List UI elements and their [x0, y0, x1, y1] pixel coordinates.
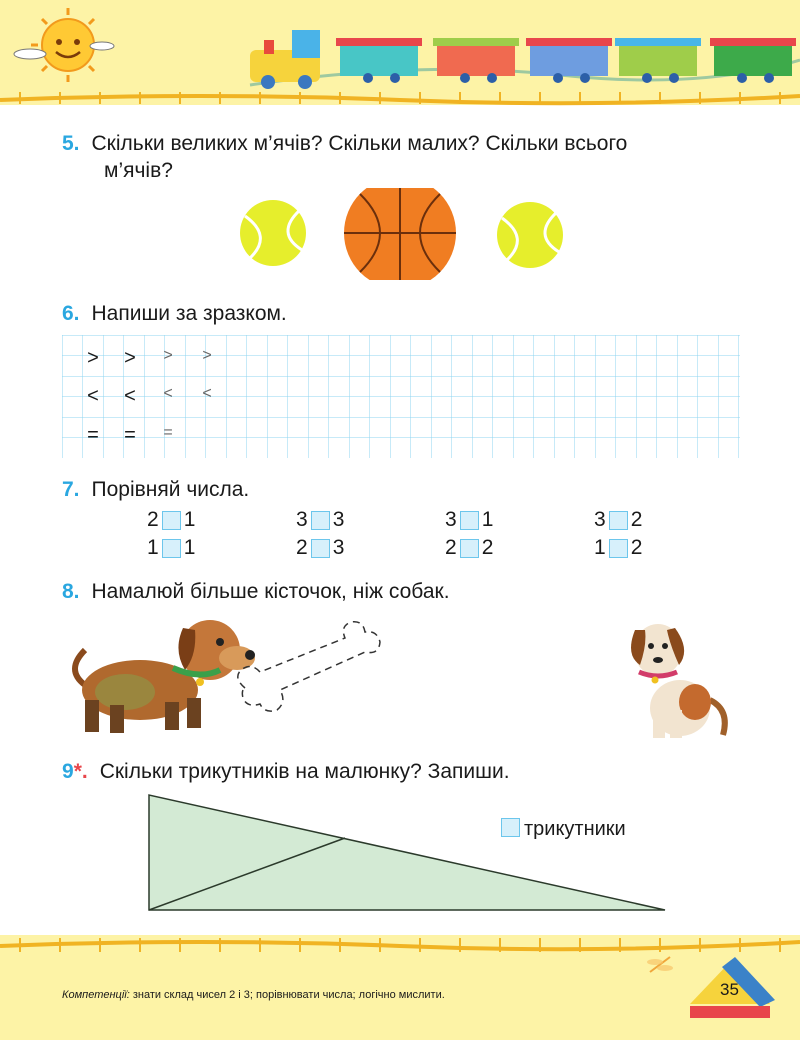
answer-box[interactable]	[460, 539, 479, 558]
answer-box[interactable]	[609, 539, 628, 558]
dog-icon	[631, 624, 725, 738]
comparison-item	[296, 508, 344, 532]
task-8	[62, 579, 450, 605]
comparison-item	[594, 508, 642, 532]
answer-box[interactable]	[162, 511, 181, 530]
competencies-body: знати склад чисел 2 і 3; порівнювати числа; логічно мислити.	[129, 989, 445, 1001]
competencies-text	[62, 989, 445, 1001]
number-right: 1	[183, 508, 196, 531]
comparison-item	[594, 536, 642, 560]
task-5-line2: м’ячів?	[104, 159, 173, 182]
dragonfly-icon	[647, 957, 673, 972]
tennis-ball-icon	[240, 200, 306, 266]
number-right: 1	[481, 508, 494, 531]
task-number: 8.	[62, 580, 80, 603]
task-number: 5.	[62, 132, 80, 155]
task-text: Намалюй більше кісточок, ніж собак.	[91, 580, 450, 603]
task-number	[62, 760, 88, 783]
answer-label: трикутники	[524, 818, 626, 840]
task-text: Напиши за зразком.	[91, 302, 287, 325]
comparison-item	[445, 536, 493, 560]
dotted-symbol: <	[202, 385, 212, 402]
number-right: 2	[630, 508, 643, 531]
writing-grid[interactable]	[62, 335, 740, 458]
task-number-digit: 9	[62, 760, 74, 783]
number-left: 3	[296, 508, 308, 531]
task-text: Скільки великих м’ячів? Скільки малих? Скільки всього	[91, 132, 628, 155]
header-decoration	[0, 0, 800, 110]
triangle-figure	[140, 790, 680, 915]
task-6	[62, 301, 287, 327]
copy-symbol: <	[124, 385, 136, 407]
number-left: 2	[296, 536, 308, 559]
answer-box[interactable]	[501, 818, 520, 837]
bone-outline-icon	[238, 622, 380, 711]
dog-icon	[75, 620, 255, 733]
answer-box[interactable]	[311, 511, 330, 530]
dotted-symbol: =	[163, 424, 173, 441]
number-left: 3	[445, 508, 457, 531]
answer-box[interactable]	[311, 539, 330, 558]
balls-illustration	[230, 188, 570, 280]
page-number: 35	[720, 980, 739, 999]
copy-symbol: >	[124, 347, 136, 369]
number-left: 2	[445, 536, 457, 559]
answer-box[interactable]	[162, 539, 181, 558]
sample-symbol: <	[87, 385, 99, 407]
comparison-item	[445, 508, 493, 532]
task-number: 6.	[62, 302, 80, 325]
task-7	[62, 477, 249, 503]
number-right: 3	[332, 536, 345, 559]
number-right: 2	[481, 536, 494, 559]
large-triangle	[149, 795, 665, 910]
comparison-item	[147, 536, 195, 560]
sample-symbol: >	[87, 347, 99, 369]
number-right: 2	[630, 536, 643, 559]
number-right: 1	[183, 536, 196, 559]
copy-symbol: =	[124, 424, 136, 446]
dotted-symbol: <	[163, 385, 173, 402]
footer-decoration	[0, 932, 800, 1040]
comparison-item	[296, 536, 344, 560]
task-9	[62, 759, 510, 785]
task-star: *.	[73, 760, 88, 783]
task-text: Порівняй числа.	[91, 478, 250, 501]
number-left: 1	[594, 536, 606, 559]
task-number: 7.	[62, 478, 80, 501]
dotted-symbol: >	[163, 347, 173, 364]
comparison-item	[147, 508, 195, 532]
triangle-answer	[501, 818, 626, 841]
sun-icon	[14, 8, 114, 82]
tennis-ball-icon	[497, 202, 563, 268]
number-left: 3	[594, 508, 606, 531]
train-icon	[250, 30, 800, 89]
dotted-symbol: >	[202, 347, 212, 364]
number-left: 1	[147, 536, 159, 559]
number-left: 2	[147, 508, 159, 531]
task-text: Скільки трикутників на малюнку? Запиши.	[99, 760, 510, 783]
dogs-illustration	[55, 610, 755, 750]
answer-box[interactable]	[609, 511, 628, 530]
number-right: 3	[332, 508, 345, 531]
basketball-icon	[344, 188, 456, 280]
answer-box[interactable]	[460, 511, 479, 530]
sample-symbol: =	[87, 424, 99, 446]
task-5-line1	[62, 131, 627, 157]
competencies-label: Компетенції:	[62, 989, 130, 1001]
